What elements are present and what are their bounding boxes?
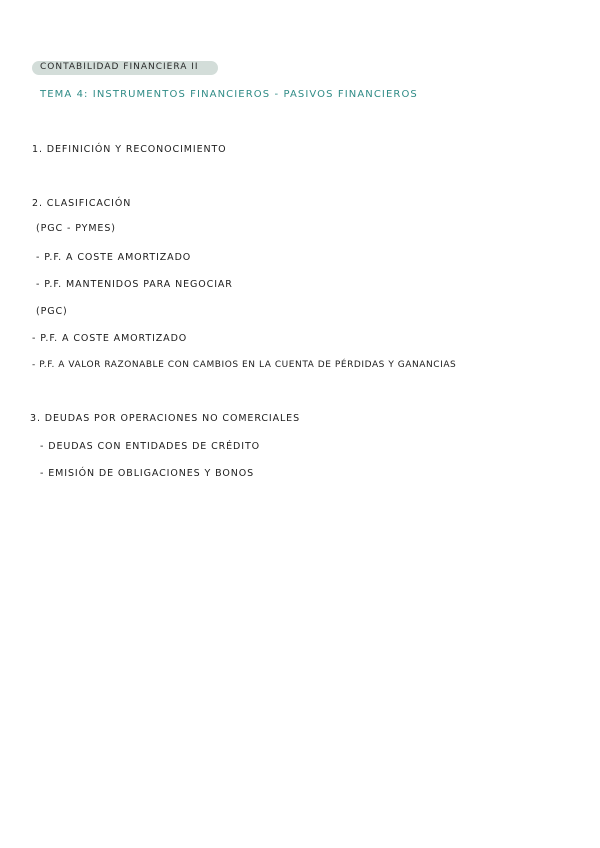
section-2-heading: 2. CLASIFICACIÓN — [32, 198, 132, 209]
topic-title: TEMA 4: INSTRUMENTOS FINANCIEROS - PASIVOS FINANCIEROS — [40, 89, 418, 100]
section-1-heading: 1. DEFINICIÓN Y RECONOCIMIENTO — [32, 144, 227, 155]
group-label-pgc-pymes: (PGC - PYMES) — [36, 223, 116, 234]
list-item: - P.F. A VALOR RAZONABLE CON CAMBIOS EN LA CUENTA DE PÉRDIDAS Y GANANCIAS — [32, 360, 457, 370]
list-item: - P.F. A COSTE AMORTIZADO — [32, 333, 188, 344]
list-item: - DEUDAS CON ENTIDADES DE CRÉDITO — [40, 441, 261, 452]
list-item: - P.F. MANTENIDOS PARA NEGOCIAR — [36, 279, 233, 290]
section-3-heading: 3. DEUDAS POR OPERACIONES NO COMERCIALES — [30, 413, 301, 424]
group-label-pgc: (PGC) — [36, 306, 68, 317]
list-item: - P.F. A COSTE AMORTIZADO — [36, 252, 192, 263]
course-title: CONTABILIDAD FINANCIERA II — [40, 62, 199, 72]
list-item: - EMISIÓN DE OBLIGACIONES Y BONOS — [40, 468, 255, 479]
